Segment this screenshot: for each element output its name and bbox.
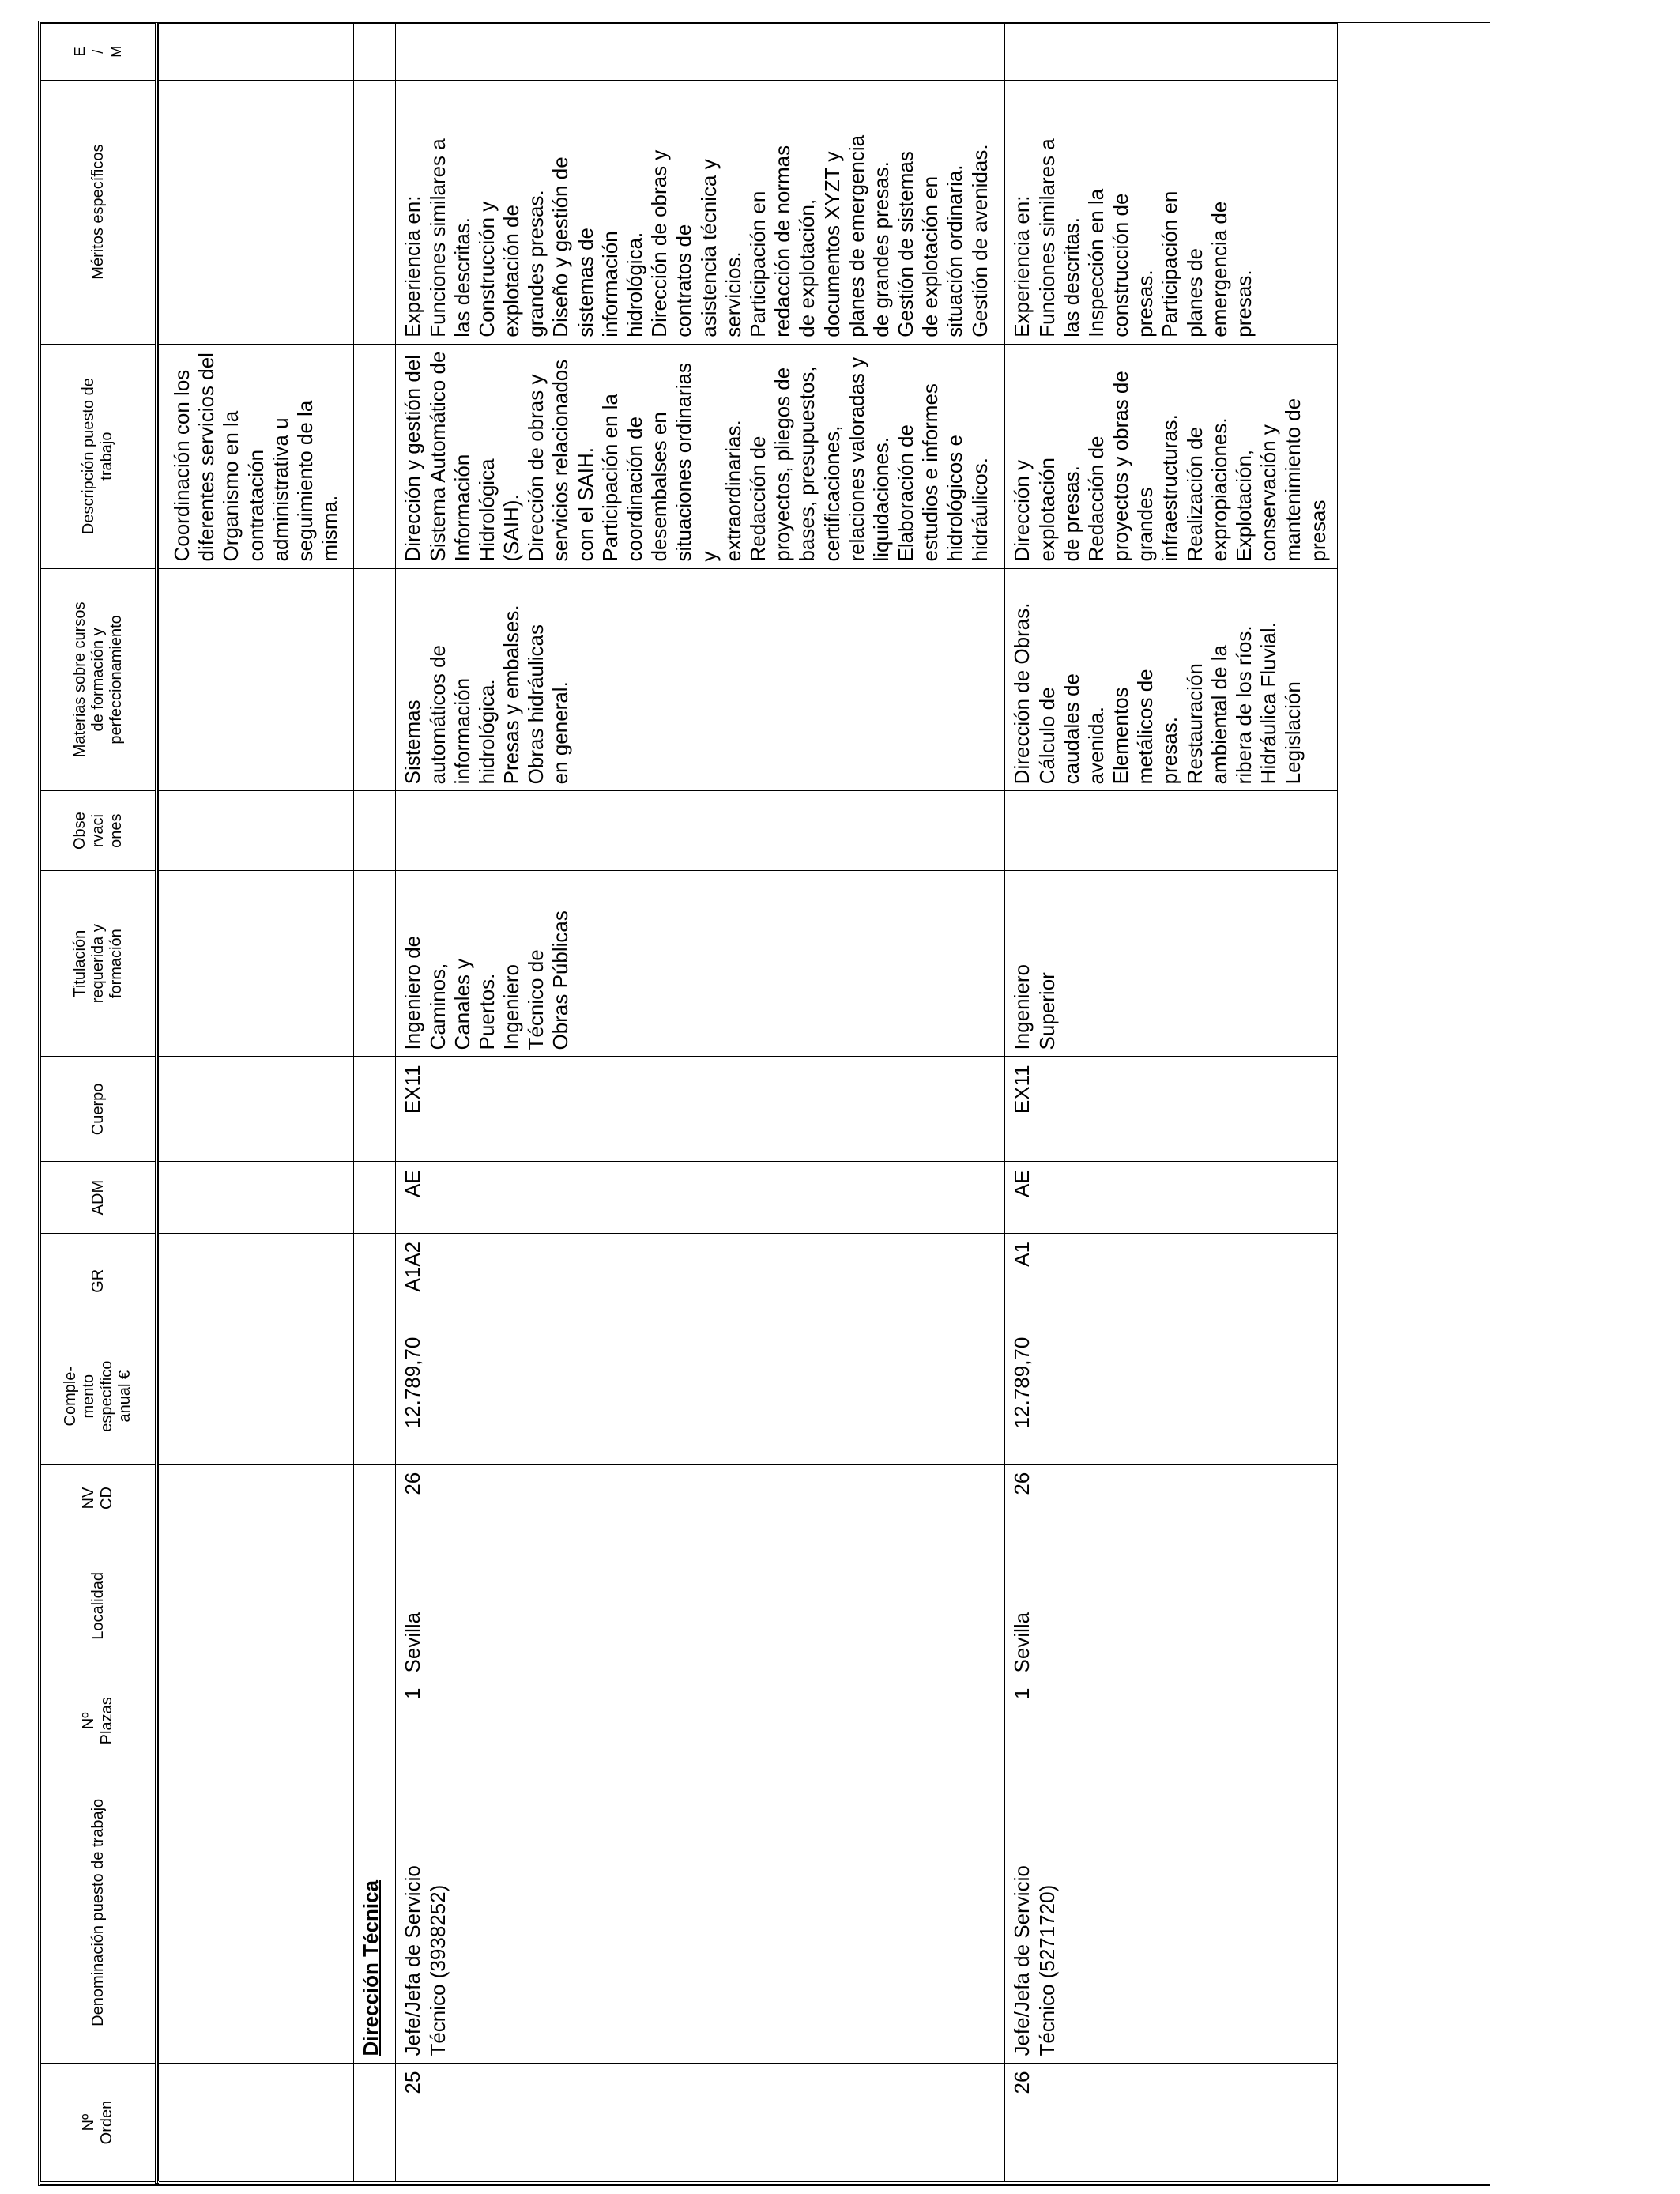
header-nv-cd-label: NV CD <box>80 1487 115 1510</box>
cell-empty <box>354 791 396 871</box>
cell-empty <box>159 1057 354 1162</box>
cuerpo-value: EX11 <box>401 1065 425 1114</box>
titulacion-value: Ingeniero Superior <box>1010 964 1059 1050</box>
complemento-value: 12.789,70 <box>401 1336 425 1429</box>
cell-gr <box>1005 1233 1338 1329</box>
orden-value: 25 <box>401 2071 425 2094</box>
cell-empty <box>354 1329 396 1464</box>
cell-empty <box>159 1679 354 1762</box>
observaciones-value <box>396 791 405 870</box>
header-observaciones-label: Obse rvaci ones <box>70 812 125 850</box>
adm-value: AE <box>1010 1170 1034 1197</box>
cell-empty <box>159 568 354 791</box>
materias-value: Dirección de Obras. Cálculo de caudales de avenida. Elementos metálicos de presas. Restauración ambiental de la ribera de los ríos. Hidráulica Fluvial. Legislación <box>1010 602 1305 785</box>
table-row <box>1005 24 1338 2183</box>
cell-empty <box>159 1532 354 1679</box>
header-nv-cd <box>41 1464 157 1532</box>
cell-descripcion <box>1005 344 1338 568</box>
rotated-table-container <box>40 23 1455 2184</box>
header-descripcion <box>41 344 157 568</box>
cell-empty <box>159 1233 354 1329</box>
top-description-cell <box>159 344 354 568</box>
cell-empty <box>354 1233 396 1329</box>
cell-observaciones <box>1005 791 1338 871</box>
cell-adm <box>396 1162 1005 1234</box>
denominacion-value: Jefe/Jefa de Servicio Técnico (3938252) <box>401 1865 450 2056</box>
header-cuerpo: Cuerpo <box>41 1057 157 1162</box>
materias-value: Sistemas automáticos de información hidrológica. Presas y embalses. Obras hidráulicas en general. <box>401 605 573 785</box>
header-titulacion-label: Titulación requerida y formación <box>70 924 125 1004</box>
cell-empty <box>354 1057 396 1162</box>
cell-meritos <box>396 80 1005 344</box>
cell-empty <box>159 1762 354 2063</box>
cell-adm <box>1005 1162 1338 1234</box>
cell-empty <box>354 1532 396 1679</box>
cell-meritos <box>1005 80 1338 344</box>
cell-observaciones <box>396 791 1005 871</box>
cell-nv-cd <box>1005 1464 1338 1532</box>
cell-materias <box>1005 568 1338 791</box>
header-adm: ADM <box>41 1162 157 1234</box>
observaciones-value <box>1005 791 1015 870</box>
header-titulacion <box>41 870 157 1057</box>
nv-cd-value: 26 <box>401 1472 425 1495</box>
localidad-value: Sevilla <box>401 1612 425 1673</box>
complemento-value: 12.789,70 <box>1010 1336 1034 1429</box>
cell-cuerpo <box>1005 1057 1338 1162</box>
header-meritos: Méritos específicos <box>41 80 157 344</box>
cuerpo-value: EX11 <box>1010 1065 1034 1114</box>
header-em <box>41 24 157 81</box>
header-orden-label: Nº Orden <box>80 2100 115 2145</box>
cell-plazas <box>396 1679 1005 1762</box>
header-gr: GR <box>41 1233 157 1329</box>
plazas-value: 1 <box>1010 1687 1034 1699</box>
cell-empty <box>354 2063 396 2182</box>
header-materias <box>41 568 157 791</box>
cell-empty <box>159 791 354 871</box>
cell-nv-cd <box>396 1464 1005 1532</box>
header-complemento-label: Comple- mento específico anual € <box>62 1360 134 1432</box>
header-orden <box>41 2063 157 2182</box>
cell-orden <box>1005 2063 1338 2182</box>
cell-orden <box>396 2063 1005 2182</box>
cell-empty <box>354 1679 396 1762</box>
nv-cd-value: 26 <box>1010 1472 1034 1495</box>
em-value <box>1005 24 1015 80</box>
cell-descripcion <box>396 344 1005 568</box>
cell-empty <box>159 80 354 344</box>
header-row <box>41 24 157 2183</box>
header-complemento <box>41 1329 157 1464</box>
cell-titulacion <box>396 870 1005 1057</box>
cell-materias <box>396 568 1005 791</box>
cell-empty <box>354 24 396 81</box>
titulacion-value: Ingeniero de Caminos, Canales y Puertos. Ingeniero Técnico de Obras Públicas <box>401 910 573 1050</box>
section-row <box>354 24 396 2183</box>
gr-value: A1A2 <box>401 1241 425 1292</box>
gr-value: A1 <box>1010 1241 1034 1267</box>
cell-localidad <box>396 1532 1005 1679</box>
orden-value: 26 <box>1010 2071 1034 2094</box>
header-plazas <box>41 1679 157 1762</box>
cell-empty <box>354 1464 396 1532</box>
cell-empty <box>354 1162 396 1234</box>
cell-empty <box>354 344 396 568</box>
cell-titulacion <box>1005 870 1338 1057</box>
plazas-value: 1 <box>401 1687 425 1699</box>
cell-complemento <box>1005 1329 1338 1464</box>
cell-plazas <box>1005 1679 1338 1762</box>
top-continuation-row <box>159 24 354 2183</box>
section-title: Dirección Técnica <box>359 1880 383 2056</box>
descripcion-value: Dirección y gestión del Sistema Automático de Información Hidrológica (SAIH). Dirección de obras y servicios relacionados con el SAIH. Participación en la coordinación de desembalses en situaciones ordinarias y extraordinarias. Redacción de proyectos, pliegos de bases, presupuestos, certificaciones, relaciones valoradas y liquidaciones. Elaboración de estudios e informes hidrológicos e hidráulicos. <box>401 351 992 562</box>
cell-localidad <box>1005 1532 1338 1679</box>
job-positions-table <box>40 23 1338 2184</box>
table-row <box>396 24 1005 2183</box>
meritos-value: Experiencia en: Funciones similares a las descritas. Construcción y explotación de grandes presas. Diseño y gestión de sistemas de información hidrológica. Dirección de obras y contratos de asistencia técnica y servicios. Participación en redacción de normas de explotación, documentos XYZT y planes de emergencia de grandes presas. Gestión de sistemas de explotación en situación ordinaria. Gestión de avenidas. <box>401 134 992 337</box>
header-denominacion: Denominación puesto de trabajo <box>41 1762 157 2063</box>
document-frame <box>38 21 1492 2186</box>
cell-empty <box>354 80 396 344</box>
header-observaciones <box>41 791 157 871</box>
section-title-cell <box>354 1762 396 2063</box>
meritos-value: Experiencia en: Funciones similares a las descritas. Inspección en la construcción de presas. Participación en planes de emergencia de presas. <box>1010 138 1256 337</box>
header-plazas-label: Nº Plazas <box>80 1697 115 1745</box>
cell-empty <box>159 1464 354 1532</box>
adm-value: AE <box>401 1170 425 1197</box>
descripcion-value: Dirección y explotación de presas. Redacción de proyectos y obras de grandes infraestructuras. Realización de expropiaciones. Explotación, conservación y mantenimiento de presas <box>1010 371 1330 562</box>
localidad-value: Sevilla <box>1010 1612 1034 1673</box>
header-em-label: E / M <box>71 45 124 58</box>
cell-denominacion <box>396 1762 1005 2063</box>
cell-empty <box>159 1329 354 1464</box>
header-descripcion-label: Descripción puesto de trabajo <box>80 378 115 535</box>
em-value <box>396 24 405 80</box>
cell-empty <box>159 24 354 81</box>
top-description-text: Coordinación con los diferentes servicios del Organismo en la contratación administrativa u seguimiento de la misma. <box>170 352 342 562</box>
cell-em <box>1005 24 1338 81</box>
cell-empty <box>159 2063 354 2182</box>
cell-denominacion <box>1005 1762 1338 2063</box>
cell-gr <box>396 1233 1005 1329</box>
cell-complemento <box>396 1329 1005 1464</box>
cell-empty <box>354 870 396 1057</box>
header-materias-label: Materias sobre cursos de formación y perfeccionamiento <box>70 601 125 758</box>
cell-cuerpo <box>396 1057 1005 1162</box>
cell-empty <box>159 1162 354 1234</box>
cell-empty <box>354 568 396 791</box>
header-localidad: Localidad <box>41 1532 157 1679</box>
cell-em <box>396 24 1005 81</box>
denominacion-value: Jefe/Jefa de Servicio Técnico (5271720) <box>1010 1865 1059 2056</box>
cell-empty <box>159 870 354 1057</box>
